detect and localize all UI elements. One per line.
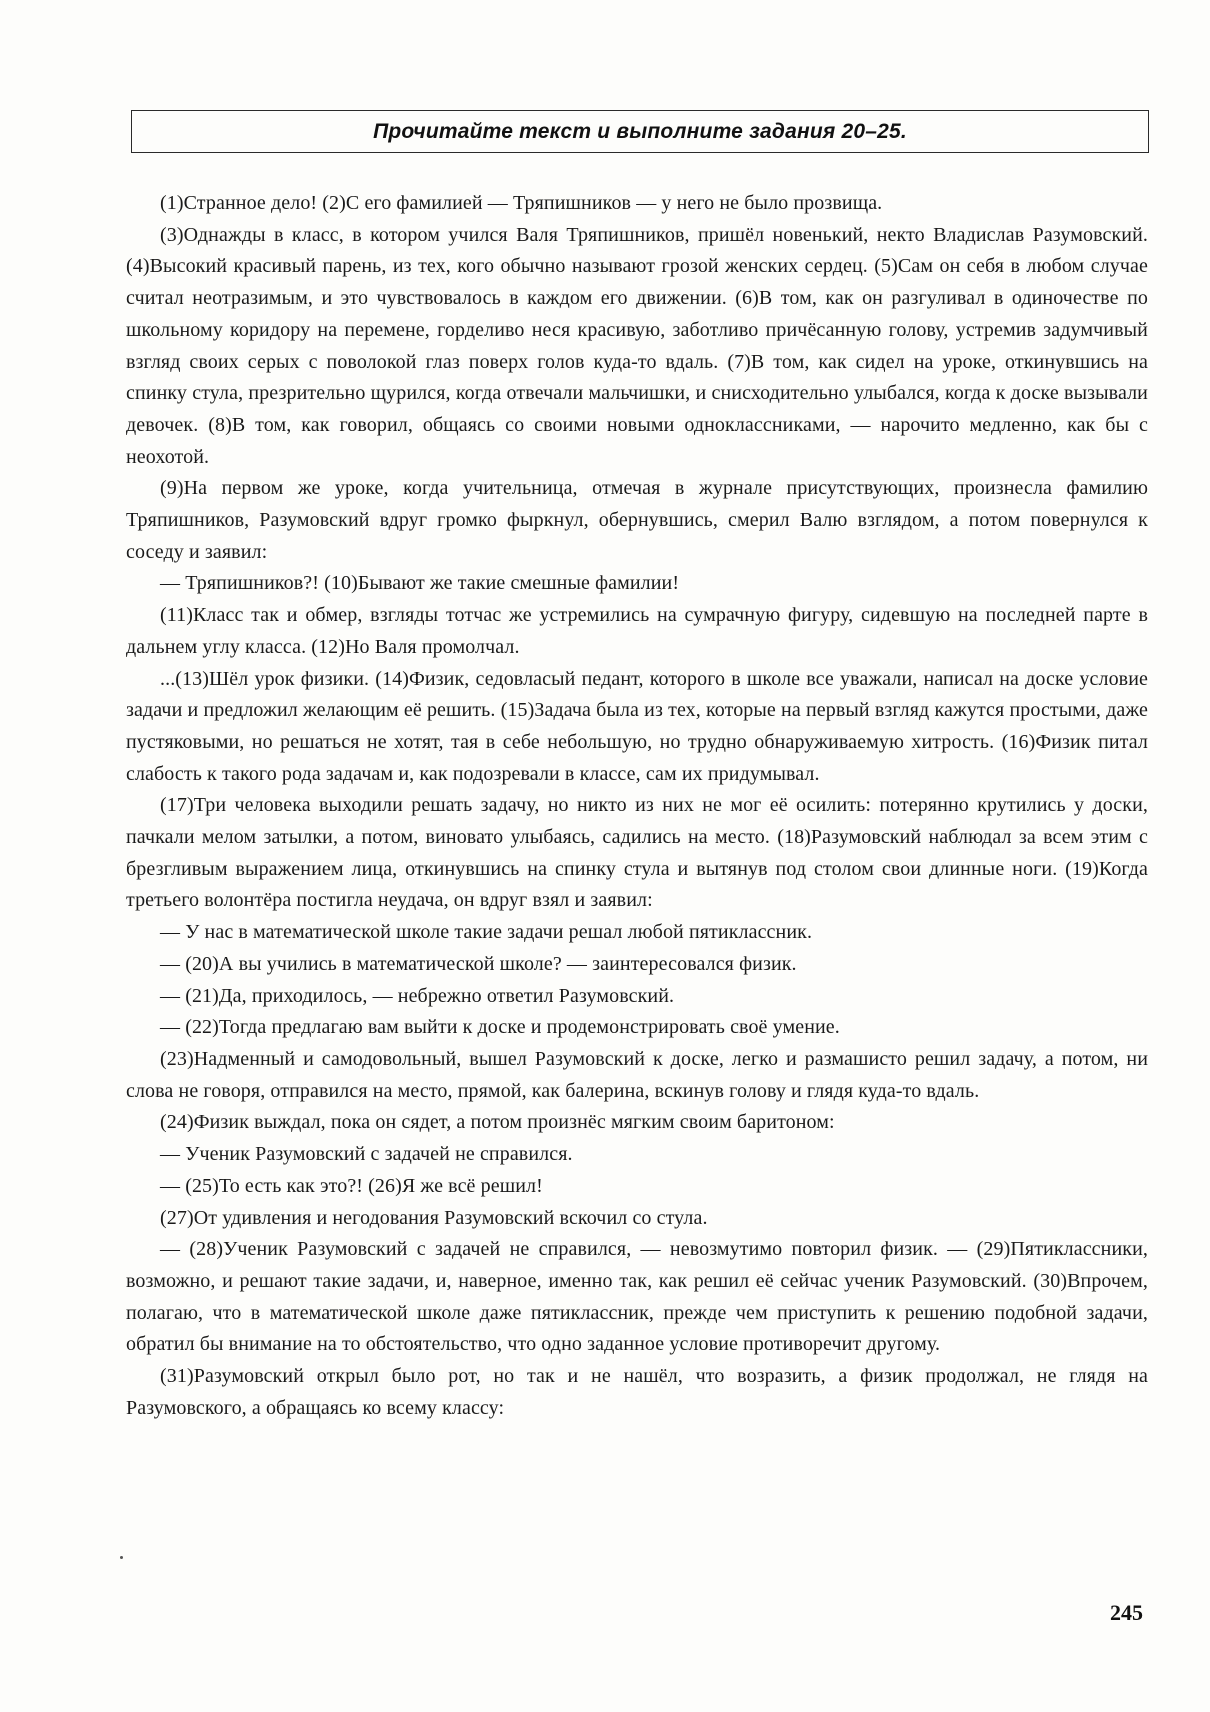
- print-speck: [120, 1556, 123, 1559]
- paragraph: (9)На первом же уроке, когда учительница, отмечая в журнале присутствующих, произнесла фамилию Тряпишников, Разумовский вдруг громко фыркнул, обернувшись, смерил Валю взглядом, а потом повернулся к соседу и заявил:: [126, 477, 1148, 563]
- task-instruction-title: Прочитайте текст и выполните задания 20–25.: [373, 119, 907, 143]
- dialogue-line: — Тряпишников?! (10)Бывают же такие смешные фамилии!: [160, 572, 680, 595]
- paragraph: (3)Однажды в класс, в котором учился Валя Тряпишников, пришёл новенький, некто Владислав Разумовский. (4)Высокий красивый парень, из тех, кого обычно называют грозой женских сердец. (5)Сам он себя в любом случае считал неотразимым, и это чувствовалось в каждом его движении. (6)В том, как он разгуливал в одиночестве по школьному коридору на перемене, горделиво неся красивую, заботливо причёсанную голову, устремив задумчивый взгляд своих серых с поволокой глаз поверх голов куда-то вдаль. (7)В том, как сидел на уроке, откинувшись на спинку стула, презрительно щурился, когда отвечали мальчишки, и снисходительно улыбался, когда к доске вызывали девочек. (8)В том, как говорил, общаясь со своими новыми одноклассниками, — нарочито медленно, как бы с неохотой.: [126, 223, 1148, 468]
- paragraph: (23)Надменный и самодовольный, вышел Разумовский к доске, легко и размашисто решил задачу, а потом, ни слова не говоря, отправился на место, прямой, как балерина, вскинув голову и глядя куда-то вдаль.: [126, 1047, 1148, 1102]
- dialogue-line: — (28)Ученик Разумовский с задачей не справился, — невозмутимо повторил физик. — (29)Пятиклассники, возможно, и решают такие задачи, и, наверное, именно так, как решил её сейчас ученик Разумовский. (30)Впрочем, полагаю, что в математической школе даже пятиклассник, прежде чем приступить к решению подобной задачи, обратил бы внимание на то обстоятельство, что одно заданное условие противоречит другому.: [126, 1238, 1148, 1356]
- dialogue-line: — У нас в математической школе такие задачи решал любой пятиклассник.: [160, 921, 813, 944]
- page-number: 245: [1110, 1600, 1143, 1625]
- paragraph: (24)Физик выждал, пока он сядет, а потом произнёс мягким своим баритоном:: [160, 1111, 835, 1134]
- dialogue-line: — (21)Да, приходилось, — небрежно ответил Разумовский.: [160, 984, 675, 1007]
- dialogue-line: — Ученик Разумовский с задачей не справился.: [160, 1143, 573, 1166]
- paragraph: (17)Три человека выходили решать задачу, но никто из них не мог её осилить: потерянно крутились у доски, пачкали мелом затылки, а потом, виновато улыбаясь, садились на место. (18)Разумовский наблюдал за всем этим с брезгливым выражением лица, откинувшись на спинку стула и вытянув под столом свои длинные ноги. (19)Когда третьего волонтёра постигла неудача, он вдруг взял и заявил:: [126, 794, 1148, 912]
- paragraph: (11)Класс так и обмер, взгляды тотчас же устремились на сумрачную фигуру, сидевшую на последней парте в дальнем углу класса. (12)Но Валя промолчал.: [126, 604, 1148, 658]
- dialogue-line: — (22)Тогда предлагаю вам выйти к доске и продемонстрировать своё умение.: [160, 1016, 840, 1039]
- paragraph: ...(13)Шёл урок физики. (14)Физик, седовласый педант, которого в школе все уважали, написал на доске условие задачи и предложил желающим её решить. (15)Задача была из тех, которые на первый взгляд кажутся простыми, даже пустяковыми, но решаться не хотят, тая в себе небольшую, но трудно обнаруживаемую хитрость. (16)Физик питал слабость к такого рода задачам и, как подозревали в классе, сам их придумывал.: [126, 667, 1148, 785]
- paragraph: (27)От удивления и негодования Разумовский вскочил со стула.: [160, 1206, 708, 1229]
- dialogue-line: — (25)То есть как это?! (26)Я же всё решил!: [160, 1174, 543, 1197]
- task-instruction-box: [131, 110, 1149, 153]
- paragraph: (31)Разумовский открыл было рот, но так и не нашёл, что возразить, а физик продолжал, не глядя на Разумовского, а обращаясь ко всему классу:: [126, 1365, 1148, 1419]
- story-text: [126, 188, 1148, 1424]
- dialogue-line: — (20)А вы учились в математической школе? — заинтересовался физик.: [160, 952, 797, 975]
- paragraph: (1)Странное дело! (2)С его фамилией — Тряпишников — у него не было прозвища.: [160, 192, 883, 214]
